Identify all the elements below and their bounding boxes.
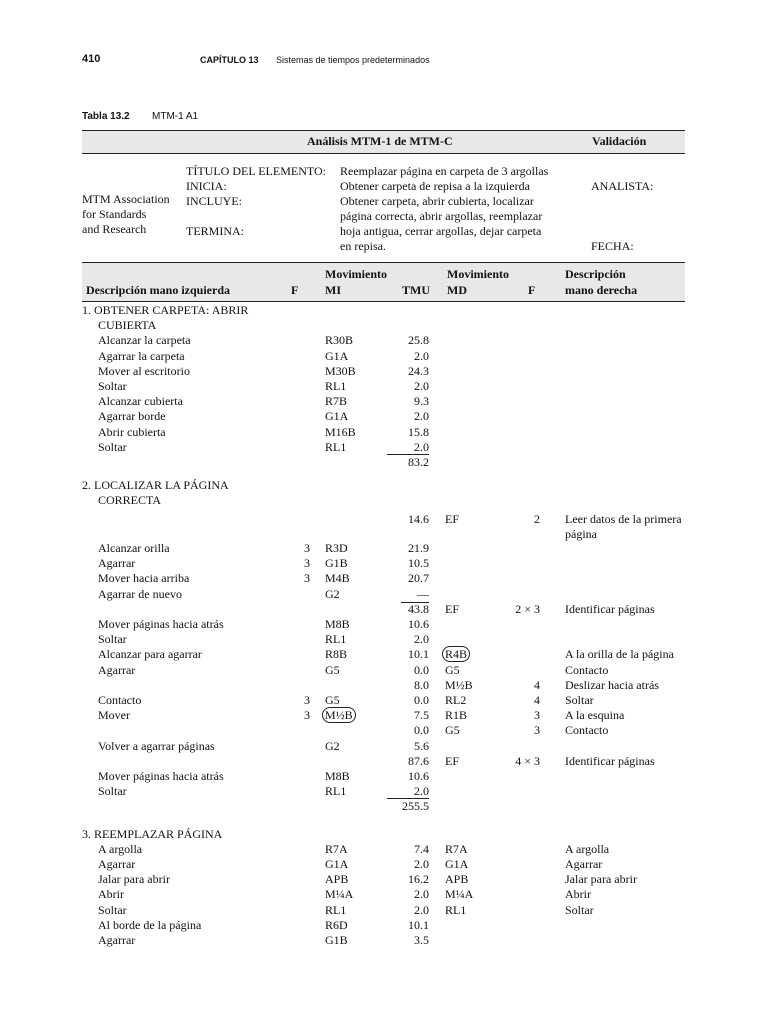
table-name: MTM-1 A1 bbox=[152, 111, 199, 122]
tmu-value: 2.0 bbox=[414, 632, 429, 646]
left-hand-description: Agarrar borde bbox=[98, 409, 166, 423]
right-hand-description: A argolla bbox=[565, 842, 610, 856]
tmu-value: 15.8 bbox=[408, 425, 429, 439]
right-hand-description: Identificar páginas bbox=[565, 602, 655, 616]
tmu-value: 2.0 bbox=[414, 784, 429, 798]
left-motion-code: R3D bbox=[325, 541, 348, 555]
element-text-line: Obtener carpeta de repisa a la izquierda bbox=[340, 179, 530, 193]
right-motion-code: RL2 bbox=[445, 693, 467, 707]
left-motion-code: RL1 bbox=[325, 632, 347, 646]
right-frequency: 4 × 3 bbox=[515, 754, 540, 768]
tmu-value: 0.0 bbox=[414, 693, 429, 707]
tmu-value: 3.5 bbox=[414, 933, 429, 947]
right-hand-description: Abrir bbox=[565, 887, 591, 901]
tmu-value: 21.9 bbox=[408, 541, 429, 555]
left-frequency: 3 bbox=[304, 541, 310, 555]
left-motion-code: G2 bbox=[325, 739, 340, 753]
element-text-line: hoja antigua, cerrar argollas, dejar carpeta bbox=[340, 224, 542, 238]
chapter-title: Sistemas de tiempos predeterminados bbox=[276, 55, 430, 65]
left-motion-code: M8B bbox=[325, 617, 350, 631]
org-line-1: MTM Association bbox=[82, 192, 170, 206]
titulo-label: TÍTULO DEL ELEMENTO: bbox=[186, 164, 326, 178]
tmu-value: 10.1 bbox=[408, 918, 429, 932]
tmu-subtotal: 255.5 bbox=[402, 799, 429, 813]
section-heading: 2. LOCALIZAR LA PÁGINA bbox=[82, 478, 229, 492]
left-motion-code: G1B bbox=[325, 933, 348, 947]
chapter-label: CAPÍTULO 13 bbox=[200, 55, 259, 65]
left-hand-description: Mover páginas hacia atrás bbox=[98, 617, 224, 631]
left-hand-description: Alcanzar para agarrar bbox=[98, 647, 202, 661]
left-motion-code: R8B bbox=[325, 647, 348, 661]
right-motion-code: R7A bbox=[445, 842, 468, 856]
element-text-line: Obtener carpeta, abrir cubierta, localizar bbox=[340, 194, 534, 208]
left-frequency: 3 bbox=[304, 571, 310, 585]
tmu-value: 9.3 bbox=[414, 394, 429, 408]
tmu-value: 7.4 bbox=[414, 842, 429, 856]
left-hand-description: Soltar bbox=[98, 903, 127, 917]
left-frequency: 3 bbox=[304, 693, 310, 707]
left-motion-code: R7B bbox=[325, 394, 348, 408]
left-hand-description: Alcanzar orilla bbox=[98, 541, 170, 555]
right-hand-description: Deslizar hacia atrás bbox=[565, 678, 659, 692]
right-motion-code: G5 bbox=[445, 663, 460, 677]
right-frequency: 3 bbox=[534, 723, 540, 737]
right-hand-description: Agarrar bbox=[565, 857, 603, 871]
left-hand-description: Al borde de la página bbox=[98, 918, 202, 932]
tmu-value: 5.6 bbox=[414, 739, 429, 753]
right-motion-code: R1B bbox=[445, 708, 468, 722]
left-hand-description: Soltar bbox=[98, 632, 127, 646]
right-hand-description: Soltar bbox=[565, 903, 594, 917]
left-motion-code: RL1 bbox=[325, 784, 347, 798]
subtotal-rule bbox=[387, 798, 429, 799]
tmu-value: 10.6 bbox=[408, 617, 429, 631]
tmu-value: 0.0 bbox=[414, 723, 429, 737]
left-hand-description: Mover al escritorio bbox=[98, 364, 190, 378]
right-motion-code: G1A bbox=[445, 857, 469, 871]
tmu-value: 2.0 bbox=[414, 887, 429, 901]
right-hand-description: página bbox=[565, 527, 597, 541]
right-hand-description: Contacto bbox=[565, 723, 609, 737]
left-hand-description: Agarrar bbox=[98, 857, 136, 871]
right-motion-code: EF bbox=[445, 512, 460, 526]
org-line-3: and Research bbox=[82, 222, 147, 236]
right-motion-code: EF bbox=[445, 754, 460, 768]
fecha-label: FECHA: bbox=[591, 239, 634, 253]
col-header-desc-right-2: mano derecha bbox=[565, 283, 638, 297]
right-hand-description: Jalar para abrir bbox=[565, 872, 637, 886]
right-frequency: 4 bbox=[534, 693, 540, 707]
tmu-value: 8.0 bbox=[414, 678, 429, 692]
tmu-value: 2.0 bbox=[414, 349, 429, 363]
tmu-value: 2.0 bbox=[414, 440, 429, 454]
left-frequency: 3 bbox=[304, 556, 310, 570]
right-motion-code: M¼A bbox=[445, 887, 474, 901]
left-motion-code: RL1 bbox=[325, 379, 347, 393]
left-motion-code: R7A bbox=[325, 842, 348, 856]
left-hand-description: Contacto bbox=[98, 693, 142, 707]
left-hand-description: Alcanzar la carpeta bbox=[98, 333, 191, 347]
left-motion-code: M8B bbox=[325, 769, 350, 783]
left-hand-description: Agarrar bbox=[98, 933, 136, 947]
left-hand-description: Agarrar de nuevo bbox=[98, 587, 182, 601]
right-hand-description: A la orilla de la página bbox=[565, 647, 674, 661]
col-header-tmu: TMU bbox=[402, 283, 430, 297]
termina-label: TERMINA: bbox=[186, 224, 244, 238]
tmu-value: — bbox=[417, 587, 429, 601]
left-motion-code: M16B bbox=[325, 425, 356, 439]
tmu-value: 14.6 bbox=[408, 512, 429, 526]
col-header-mov-mi-1: Movimiento bbox=[325, 267, 387, 281]
left-motion-code: G5 bbox=[325, 693, 340, 707]
left-hand-description: CUBIERTA bbox=[98, 318, 157, 332]
right-hand-description: Leer datos de la primera bbox=[565, 512, 682, 526]
right-motion-code: RL1 bbox=[445, 903, 467, 917]
left-hand-description: Soltar bbox=[98, 784, 127, 798]
right-frequency: 3 bbox=[534, 708, 540, 722]
left-motion-code: APB bbox=[325, 872, 349, 886]
left-motion-code: RL1 bbox=[325, 903, 347, 917]
left-hand-description: CORRECTA bbox=[98, 493, 162, 507]
table-label: Tabla 13.2 bbox=[82, 111, 130, 122]
right-hand-description: Soltar bbox=[565, 693, 594, 707]
tmu-value: 24.3 bbox=[408, 364, 429, 378]
left-motion-code: M4B bbox=[325, 571, 350, 585]
right-motion-code: APB bbox=[445, 872, 469, 886]
left-hand-description: Mover bbox=[98, 708, 130, 722]
tmu-value: 2.0 bbox=[414, 409, 429, 423]
section-heading: 1. OBTENER CARPETA: ABRIR bbox=[82, 303, 249, 317]
column-header-bottom-rule bbox=[82, 301, 685, 302]
left-hand-description: Agarrar bbox=[98, 663, 136, 677]
circled-motion-code: M½B bbox=[322, 707, 356, 723]
left-motion-code: M30B bbox=[325, 364, 356, 378]
right-hand-description: Identificar páginas bbox=[565, 754, 655, 768]
left-hand-description: Soltar bbox=[98, 440, 127, 454]
right-motion-code bbox=[445, 647, 470, 662]
incluye-label: INCLUYE: bbox=[186, 194, 242, 208]
tmu-value: 2.0 bbox=[414, 903, 429, 917]
left-hand-description: Agarrar la carpeta bbox=[98, 349, 185, 363]
subtotal-rule bbox=[387, 454, 429, 455]
section-heading: 3. REEMPLAZAR PÁGINA bbox=[82, 827, 223, 841]
right-motion-code: G5 bbox=[445, 723, 460, 737]
left-motion-code: G1A bbox=[325, 857, 349, 871]
left-hand-description: Mover hacia arriba bbox=[98, 571, 190, 585]
analista-label: ANALISTA: bbox=[591, 179, 654, 193]
tmu-value: 10.5 bbox=[408, 556, 429, 570]
right-hand-description: Contacto bbox=[565, 663, 609, 677]
left-motion-code: G5 bbox=[325, 663, 340, 677]
col-header-desc-left: Descripción mano izquierda bbox=[86, 283, 230, 297]
element-text-line: página correcta, abrir argollas, reemplazar bbox=[340, 209, 543, 223]
left-motion-code: G1A bbox=[325, 409, 349, 423]
left-motion-code: R6D bbox=[325, 918, 348, 932]
col-header-f-left: F bbox=[291, 283, 299, 297]
left-motion-code: G1A bbox=[325, 349, 349, 363]
left-motion-code: M¼A bbox=[325, 887, 354, 901]
tmu-value: 10.1 bbox=[408, 647, 429, 661]
tmu-value: 20.7 bbox=[408, 571, 429, 585]
col-header-desc-right-1: Descripción bbox=[565, 267, 626, 281]
left-hand-description: Agarrar bbox=[98, 556, 136, 570]
tmu-value: 10.6 bbox=[408, 769, 429, 783]
left-hand-description: Mover páginas hacia atrás bbox=[98, 769, 224, 783]
left-hand-description: A argolla bbox=[98, 842, 143, 856]
left-motion-code: R30B bbox=[325, 333, 354, 347]
tmu-value: 87.6 bbox=[408, 754, 429, 768]
element-text-line: en repisa. bbox=[340, 239, 386, 253]
left-motion-code bbox=[325, 708, 356, 723]
right-motion-code: EF bbox=[445, 602, 460, 616]
col-header-mov-mi-2: MI bbox=[325, 283, 341, 297]
inicia-label: INICIA: bbox=[186, 179, 227, 193]
col-header-mov-md-1: Movimiento bbox=[447, 267, 509, 281]
right-motion-code: M½B bbox=[445, 678, 473, 692]
left-hand-description: Abrir cubierta bbox=[98, 425, 166, 439]
analysis-title: Análisis MTM-1 de MTM-C bbox=[307, 134, 453, 148]
tmu-value: 0.0 bbox=[414, 663, 429, 677]
left-hand-description: Soltar bbox=[98, 379, 127, 393]
tmu-value: 2.0 bbox=[414, 857, 429, 871]
org-line-2: for Standards bbox=[82, 207, 147, 221]
tmu-value: 16.2 bbox=[408, 872, 429, 886]
right-hand-description: A la esquina bbox=[565, 708, 625, 722]
tmu-value: 25.8 bbox=[408, 333, 429, 347]
col-header-f-right: F bbox=[528, 283, 536, 297]
right-frequency: 2 bbox=[534, 512, 540, 526]
tmu-value: 7.5 bbox=[414, 708, 429, 722]
tmu-value: 43.8 bbox=[408, 602, 429, 616]
circled-motion-code: R4B bbox=[442, 646, 470, 662]
col-header-mov-md-2: MD bbox=[447, 283, 467, 297]
validation-label: Validación bbox=[592, 134, 647, 148]
left-hand-description: Volver a agarrar páginas bbox=[98, 739, 215, 753]
page-number: 410 bbox=[82, 53, 101, 65]
right-frequency: 4 bbox=[534, 678, 540, 692]
left-hand-description: Alcanzar cubierta bbox=[98, 394, 183, 408]
left-frequency: 3 bbox=[304, 708, 310, 722]
left-motion-code: G2 bbox=[325, 587, 340, 601]
title-band-rule bbox=[82, 153, 685, 154]
left-hand-description: Jalar para abrir bbox=[98, 872, 170, 886]
element-text-line: Reemplazar página en carpeta de 3 argollas bbox=[340, 164, 549, 178]
tmu-subtotal: 83.2 bbox=[408, 455, 429, 469]
left-motion-code: G1B bbox=[325, 556, 348, 570]
tmu-value: 2.0 bbox=[414, 379, 429, 393]
left-hand-description: Abrir bbox=[98, 887, 124, 901]
right-frequency: 2 × 3 bbox=[515, 602, 540, 616]
left-motion-code: RL1 bbox=[325, 440, 347, 454]
